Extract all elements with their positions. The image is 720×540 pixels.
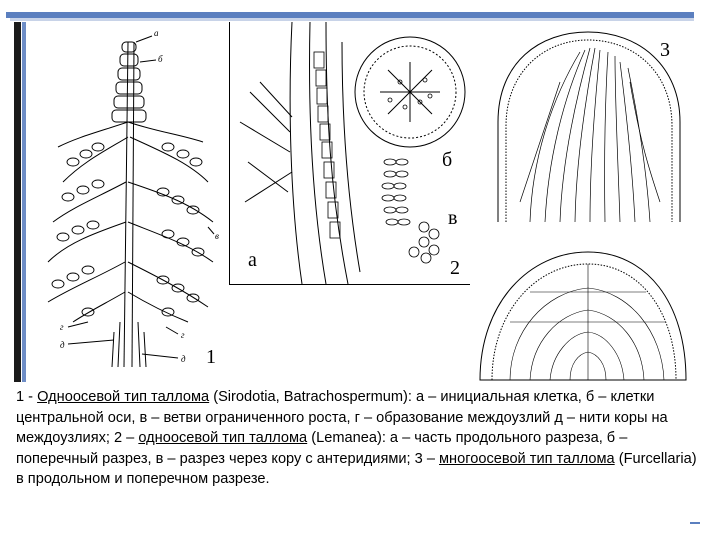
figure-panel-1	[28, 22, 230, 372]
slide-frame-left-accent	[22, 22, 26, 382]
caption-term-uniaxial-2: одноосевой тип таллома	[138, 430, 308, 446]
label-num-2: 2	[450, 257, 460, 279]
figure-panel-2	[230, 22, 470, 284]
label-p1-d2: д	[181, 354, 186, 364]
label-b: б	[442, 149, 453, 171]
slide-frame-left	[14, 22, 21, 382]
label-p1-g2: г	[181, 330, 185, 340]
label-num-3: 3	[660, 39, 670, 61]
furcellaria-illustration	[470, 22, 692, 384]
caption-part-1: 1 -	[16, 389, 38, 405]
figure-panel-3	[470, 22, 692, 384]
caption-part-3: (Lemanea): а – часть продольного разреза, б – поперечный разрез, в – разрез через кору с антеридиями; 3 –	[16, 430, 628, 467]
label-p1-v: в	[215, 231, 219, 241]
batrachospermum-illustration	[28, 22, 230, 372]
caption-part-2: (Sirodotia, Batrachospermum): а – инициальная клетка, б – клетки центральной оси, в – ветви ограниченного роста, г – образование междоузлий д – нити коры на междоузлиях; 2 –	[16, 389, 668, 446]
figure-caption	[16, 387, 706, 490]
label-p1-g1: г	[60, 322, 64, 332]
label-v: в	[448, 207, 458, 229]
label-a: а	[248, 249, 257, 271]
lemanea-illustration	[230, 22, 470, 284]
label-p1-d1: д	[60, 340, 65, 350]
label-p1-b: б	[158, 54, 163, 64]
label-p1-a: а	[154, 28, 159, 38]
caption-term-uniaxial-1: Одноосевой тип таллома	[37, 389, 210, 405]
slide-corner-mark	[690, 522, 700, 524]
caption-part-4: (Furcellaria) в продольном и поперечном разрезе.	[16, 450, 697, 487]
caption-term-multiaxial: многоосевой тип таллома	[439, 450, 615, 467]
label-num-1: 1	[206, 346, 216, 368]
slide-frame-top-shadow	[10, 18, 694, 21]
